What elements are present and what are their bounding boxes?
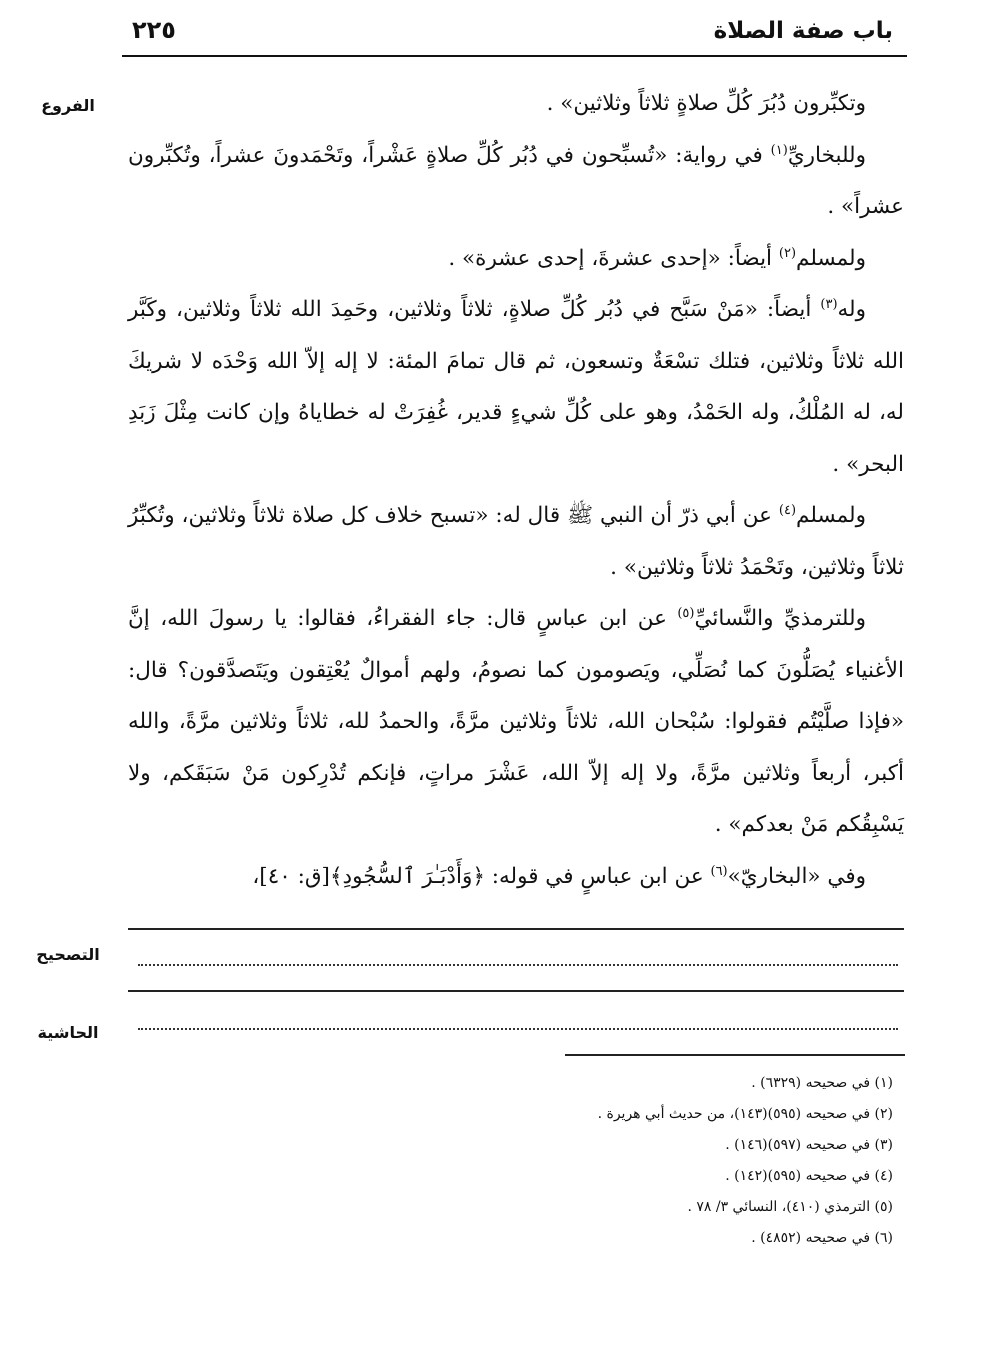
margin-label-correction: التصحيح <box>36 945 100 964</box>
text-run: أيضاً: «مَنْ سَبَّح في دُبُر كُلِّ صلاةٍ، ثلاثاً وثلاثين، وحَمِدَ الله ثلاثاً وثلاثين، وكَبَّر الله ثلاثاً وثلاثين، فتلك تسْعَةٌ وتسعون، ثم قال تمامَ المئة: لا إله إلاّ الله وَحْدَه لا شريكَ له، له المُلْكُ، وله الحَمْدُ، وهو على كُلِّ شيءٍ قدير، غُفِرَتْ له خطاياهُ وإن كانت مِثْلَ زَبَدِ البحر» . <box>128 297 904 477</box>
footnote: (٢) في صحيحه (٥٩٥)(١٤٣)، من حديث أبي هريرة . <box>597 1106 893 1122</box>
text-run: ولمسلم <box>796 503 866 528</box>
footnotes <box>393 1068 893 1254</box>
paragraph <box>128 233 904 285</box>
header-rule <box>122 55 907 57</box>
footnote: (٦) في صحيحه (٤٨٥٢) . <box>751 1230 893 1246</box>
paragraph <box>128 78 904 130</box>
footnote-marker: (٥) <box>677 605 695 621</box>
footnote: (٥) الترمذي (٤١٠)، النسائي ٣/ ٧٨ . <box>687 1199 893 1215</box>
text-run: وتكبِّرون دُبُرَ كُلِّ صلاةٍ ثلاثاً وثلاثين» . <box>546 91 866 116</box>
footnote: (٤) في صحيحه (٥٩٥)(١٤٢) . <box>725 1168 893 1184</box>
text-run: وللترمذيِّ والنَّسائيِّ <box>694 606 866 631</box>
margin-label-branches: الفروع <box>41 96 95 115</box>
paragraph <box>128 851 904 903</box>
text-end-rule <box>128 928 904 930</box>
footnote-marker: (٦) <box>710 863 728 879</box>
footnote-separator <box>565 1054 905 1056</box>
footnote-marker: (٣) <box>820 296 838 312</box>
text-run: عن ابن عباسٍ قال: جاء الفقراءُ، فقالوا: يا رسولَ الله، إنَّ الأغنياء يُصَلُّونَ كما نُصَلِّي، ويَصومون كما نصومُ، ولهم أموالٌ يُعْتِقون ويَتَصدَّقون؟ قال: «فإذا صلَّيْتُم فقولوا: سُبْحان الله، ثلاثاً وثلاثين مرَّةً، والحمدُ لله، ثلاثاً وثلاثين مرَّةً، والله أكبر، أربعاً وثلاثين مرَّةً، ولا إله إلاّ الله، عَشْرَ مراتٍ، فإنكم تُدْرِكون مَنْ سَبَقَكم، ولا يَسْبِقُكم مَنْ بعدكم» . <box>128 606 905 837</box>
correction-dotted-line <box>138 964 898 966</box>
text-run: وله <box>837 297 866 322</box>
main-text <box>128 78 904 902</box>
text-run: وللبخاريِّ <box>787 142 866 168</box>
footnote-marker: (٢) <box>778 245 797 261</box>
margin-label-annotation: الحاشية <box>37 1023 99 1042</box>
text-run: أيضاً: «إحدى عشرةَ، إحدى عشرة» . <box>448 245 779 271</box>
paragraph <box>128 130 904 233</box>
footnote-marker: (٤) <box>778 502 797 518</box>
footnote: (٣) في صحيحه (٥٩٧)(١٤٦) . <box>725 1137 893 1153</box>
paragraph <box>128 593 904 851</box>
chapter-title: باب صفة الصلاة <box>713 18 893 44</box>
text-run: ولمسلم <box>796 245 866 271</box>
text-run: وفي «البخاريّ» <box>727 863 866 889</box>
paragraph <box>128 490 904 593</box>
page-number: ٢٢٥ <box>132 16 176 44</box>
annotation-dotted-line <box>138 1028 898 1030</box>
text-run: في رواية: «تُسبِّحون في دُبُر كُلِّ صلاةٍ عَشْراً، وتَحْمَدونَ عشراً، وتُكبِّرون عشراً» . <box>128 142 904 219</box>
text-run: عن أبي ذرّ أن النبي ﷺ قال له: «تسبح خلاف كل صلاة ثلاثاً وثلاثين، وتُكبِّرُ ثلاثاً وثلاثين، وتَحْمَدُ ثلاثاً وثلاثين» . <box>128 503 904 580</box>
correction-rule <box>128 990 904 992</box>
text-run: عن ابن عباسٍ في قوله: ﴿وَأَدْبَـٰرَ ٱلسُّجُودِ﴾[ق: ٤٠]، <box>252 863 711 889</box>
footnote-marker: (١) <box>770 142 788 158</box>
footnote: (١) في صحيحه (٦٣٢٩) . <box>751 1075 893 1091</box>
paragraph <box>128 284 904 490</box>
